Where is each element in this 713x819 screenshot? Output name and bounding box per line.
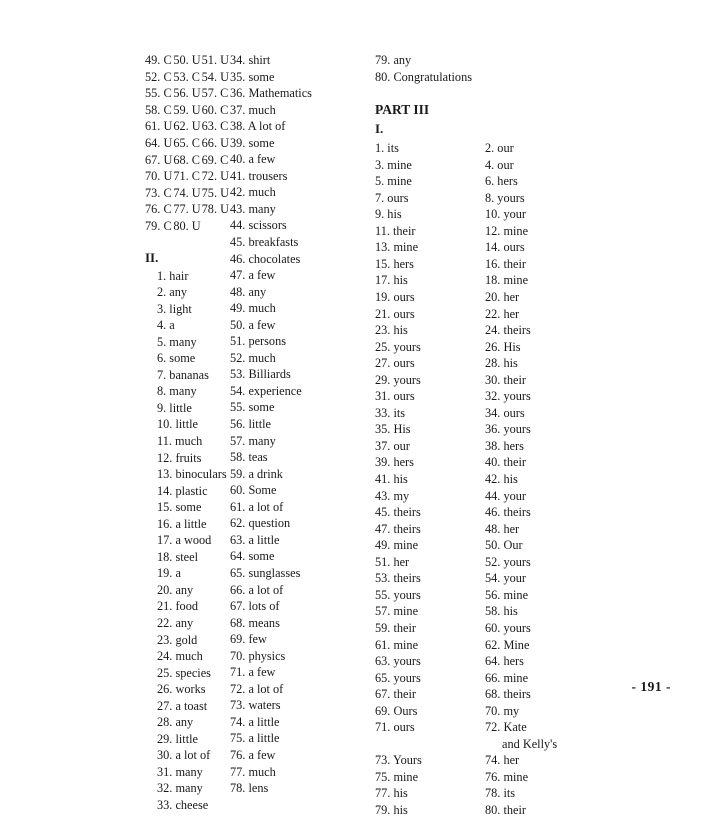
answer-cell: 54. U (201, 69, 229, 84)
answer-cell: 55. C (145, 86, 172, 101)
answer-cell: 80. U (173, 218, 201, 233)
list-item: 4. a (157, 318, 175, 333)
list-item: 64. hers (485, 654, 524, 669)
list-item: 11. much (157, 434, 203, 448)
list-item: 16. a little (157, 516, 207, 531)
list-item: 22. any (157, 616, 194, 631)
list-item: 51. persons (230, 334, 287, 349)
list-item: 76. mine (485, 769, 529, 784)
answer-cell: 60. C (201, 102, 229, 117)
list-item: 27. a toast (157, 698, 208, 713)
list-item: 33. its (375, 405, 406, 420)
answer-cell: 69. C (201, 152, 229, 167)
list-item: 18. steel (157, 549, 198, 564)
answer-list-column-two (230, 52, 375, 797)
list-item: 53. theirs (375, 571, 421, 586)
list-item: 73. waters (230, 698, 281, 713)
list-item: 46. chocolates (230, 251, 301, 266)
list-item: 26. His (485, 339, 521, 354)
list-item: 9. his (375, 207, 402, 222)
list-item: 25. species (157, 665, 211, 680)
list-item: 21. food (157, 599, 198, 614)
list-item: 25. yours (375, 339, 421, 354)
list-item: 68. means (230, 615, 280, 630)
list-item: 50. Our (485, 538, 523, 553)
list-item: 14. plastic (157, 483, 208, 498)
list-item: 63. a little (230, 532, 280, 547)
answer-cell: 63. C (201, 119, 229, 134)
answer-cell: 77. U (173, 202, 201, 217)
list-item-continuation: and Kelly's (502, 736, 558, 751)
list-item: 8. many (157, 384, 197, 399)
answer-cell: 75. U (201, 185, 229, 200)
answer-cell: 59. U (173, 102, 201, 117)
list-item: 37. much (230, 102, 276, 117)
answer-list-column-three-top (375, 52, 595, 85)
list-item: 64. some (230, 549, 275, 564)
list-item: 22. her (485, 306, 520, 321)
list-item: 35. some (230, 69, 275, 84)
list-item: 6. hers (485, 174, 518, 189)
list-item: 35. His (375, 422, 411, 437)
list-item: 74. her (485, 753, 520, 768)
list-item: 27. ours (375, 356, 415, 371)
answer-two-column-list (375, 140, 595, 818)
list-item: 18. mine (485, 273, 529, 288)
answer-grid-part-one (145, 52, 230, 235)
section-heading-one: I. (375, 121, 384, 137)
list-item: 29. yours (375, 372, 421, 387)
list-item: 24. much (157, 649, 203, 664)
answer-cell: 58. C (145, 102, 172, 117)
list-item: 68. theirs (485, 687, 531, 702)
list-item: 48. any (230, 284, 267, 299)
list-item: 36. yours (485, 422, 531, 437)
list-item: 42. much (230, 185, 276, 200)
list-item (485, 719, 595, 752)
list-item: 47. a few (230, 268, 276, 283)
list-item: 21. ours (375, 306, 415, 321)
list-item: 74. a little (230, 714, 280, 729)
list-item: 59. their (375, 620, 416, 635)
list-item: 53. Billiards (230, 367, 291, 382)
list-item: 23. his (375, 323, 408, 338)
list-item: 57. mine (375, 604, 419, 619)
answer-cell: 61. U (145, 119, 173, 134)
answer-cell: 62. U (173, 119, 201, 134)
list-item: 5. many (157, 334, 197, 349)
list-item: 30. their (485, 372, 526, 387)
list-item: 49. mine (375, 538, 419, 553)
answer-cell: 51. U (201, 53, 229, 67)
list-item: 41. his (375, 472, 408, 487)
list-item: 61. mine (375, 637, 419, 652)
list-item: 16. their (485, 256, 526, 271)
list-item: 15. some (157, 500, 202, 515)
list-item: 40. their (485, 455, 526, 470)
list-item: 4. our (485, 157, 514, 172)
list-item: 38. hers (485, 438, 524, 453)
list-item: 78. its (485, 786, 516, 801)
list-item: 63. yours (375, 654, 421, 669)
list-item: 10. your (485, 207, 526, 222)
answer-cell: 67. U (145, 152, 173, 167)
list-item: 62. question (230, 516, 291, 531)
answer-cell: 64. U (145, 135, 173, 150)
list-item: 45. breakfasts (230, 235, 299, 250)
list-item: 7. bananas (157, 367, 209, 382)
list-item: 34. ours (485, 405, 525, 420)
list-item: 1. its (375, 141, 399, 156)
answer-cell: 72. U (201, 169, 229, 184)
column-one (40, 52, 230, 814)
answer-cell: 49. C (145, 53, 172, 67)
list-item: 26. works (157, 682, 206, 697)
list-item: 70. physics (230, 648, 286, 663)
list-item: 13. binoculars (157, 467, 227, 482)
list-item: 78. lens (230, 781, 269, 796)
list-item: 20. her (485, 290, 520, 305)
list-item: 67. their (375, 687, 416, 702)
answer-cell: 50. U (173, 53, 201, 67)
list-item: 70. my (485, 703, 520, 718)
list-item: 52. yours (485, 554, 531, 569)
column-two (230, 52, 375, 797)
answer-cell: 71. C (173, 169, 200, 184)
list-item: 15. hers (375, 256, 414, 271)
list-item: 28. any (157, 715, 194, 730)
list-item: 77. his (375, 786, 408, 801)
list-item: 41. trousers (230, 168, 288, 183)
list-item: 80. their (485, 802, 526, 817)
list-item: 65. yours (375, 670, 421, 685)
list-item: 33. cheese (157, 798, 209, 813)
list-item: 28. his (485, 356, 518, 371)
list-item: 52. much (230, 350, 276, 365)
list-item: 75. mine (375, 769, 419, 784)
answer-cell: 68. C (173, 152, 200, 167)
list-item: 45. theirs (375, 505, 421, 520)
list-item: 44. your (485, 488, 526, 503)
list-item: 69. few (230, 632, 267, 647)
list-item: 1. hair (157, 268, 189, 283)
answer-cell: 56. U (173, 86, 201, 101)
list-item: 61. a lot of (230, 499, 284, 514)
list-item: 32. yours (485, 389, 531, 404)
list-item: 6. some (157, 351, 196, 366)
list-item: 36. Mathematics (230, 86, 312, 101)
list-item: 67. lots of (230, 599, 280, 614)
list-item: 20. any (157, 582, 194, 597)
list-item: 29. little (157, 731, 198, 746)
answer-cell: 52. C (145, 69, 172, 84)
column-three (375, 52, 595, 819)
list-item: 71. a few (230, 665, 276, 680)
answer-cell: 79. C (145, 218, 172, 233)
list-item: 3. mine (375, 157, 412, 172)
list-item: 66. mine (485, 670, 529, 685)
list-item-main: 72. Kate (485, 720, 527, 735)
list-item: 17. his (375, 273, 408, 288)
list-item: 48. her (485, 521, 520, 536)
list-item: 56. mine (485, 587, 529, 602)
list-item: 75. a little (230, 731, 280, 746)
page-number: - 191 - (631, 679, 671, 694)
section-heading-two: II. (145, 249, 159, 265)
answer-cell: 76. C (145, 202, 172, 217)
list-item: 44. scissors (230, 218, 287, 233)
list-item: 46. theirs (485, 505, 531, 520)
answer-cell: 73. C (145, 185, 172, 200)
list-item: 54. experience (230, 383, 302, 398)
list-item: 62. Mine (485, 637, 530, 652)
list-item: 54. your (485, 571, 526, 586)
list-item: 65. sunglasses (230, 565, 301, 580)
list-item: 19. a (157, 566, 181, 581)
list-item: 3. light (157, 301, 192, 316)
list-item: 55. yours (375, 587, 421, 602)
list-item: 19. ours (375, 290, 415, 305)
list-item: 39. hers (375, 455, 414, 470)
list-item: 5. mine (375, 174, 412, 189)
list-item: 47. theirs (375, 521, 421, 536)
answer-cell: 65. C (173, 135, 200, 150)
list-item: 58. his (485, 604, 518, 619)
list-item: 10. little (157, 417, 198, 432)
list-item: 50. a few (230, 317, 276, 332)
answer-cell: 78. U (201, 202, 229, 217)
list-item: 72. a lot of (230, 681, 284, 696)
list-item: 31. ours (375, 389, 415, 404)
list-item: 58. teas (230, 450, 268, 465)
list-item: 79. his (375, 802, 408, 817)
list-item: 34. shirt (230, 53, 271, 67)
list-item: 2. any (157, 285, 188, 300)
list-item: 43. my (375, 488, 410, 503)
answer-cell: 66. U (201, 135, 229, 150)
list-item: 17. a wood (157, 533, 212, 548)
list-item: 66. a lot of (230, 582, 284, 597)
list-item: 38. A lot of (230, 119, 286, 134)
list-item: 31. many (157, 764, 203, 779)
list-item: 76. a few (230, 747, 276, 762)
list-item: 60. yours (485, 620, 531, 635)
list-item: 2. our (485, 141, 514, 156)
list-item: 42. his (485, 472, 518, 487)
answer-cell: 57. C (201, 86, 229, 101)
list-item: 32. many (157, 781, 203, 796)
list-item: 39. some (230, 135, 275, 150)
page-columns (40, 52, 673, 819)
list-item: 40. a few (230, 152, 276, 167)
list-item: 55. some (230, 400, 275, 415)
list-item: 71. ours (375, 720, 415, 735)
list-item: 13. mine (375, 240, 419, 255)
list-item: 56. little (230, 417, 271, 432)
list-item: 79. any (375, 53, 412, 67)
answer-list-column-one (145, 268, 230, 814)
list-item: 59. a drink (230, 466, 283, 481)
list-item: 23. gold (157, 632, 198, 647)
answer-cell: 53. C (173, 69, 200, 84)
list-item: 57. many (230, 433, 276, 448)
list-item: 43. many (230, 201, 276, 216)
list-item: 49. much (230, 301, 276, 316)
list-item: 77. much (230, 764, 276, 779)
list-item: 73. Yours (375, 753, 422, 768)
list-item: 80. Congratulations (375, 69, 473, 84)
answer-cell: 74. U (173, 185, 201, 200)
list-item: 9. little (157, 400, 192, 415)
list-item: 69. Ours (375, 703, 418, 718)
part-heading: PART III (375, 102, 430, 118)
list-item: 37. our (375, 438, 410, 453)
list-item: 8. yours (485, 190, 525, 205)
list-item: 11. their (375, 223, 416, 238)
list-item: 30. a lot of (157, 748, 211, 763)
list-item: 12. fruits (157, 450, 202, 465)
list-item: 12. mine (485, 223, 529, 238)
list-item: 51. her (375, 554, 410, 569)
list-item: 7. ours (375, 190, 409, 205)
answer-cell: 70. U (145, 169, 173, 184)
list-item: 14. ours (485, 240, 525, 255)
list-item: 24. theirs (485, 323, 531, 338)
list-item: 60. Some (230, 483, 277, 498)
